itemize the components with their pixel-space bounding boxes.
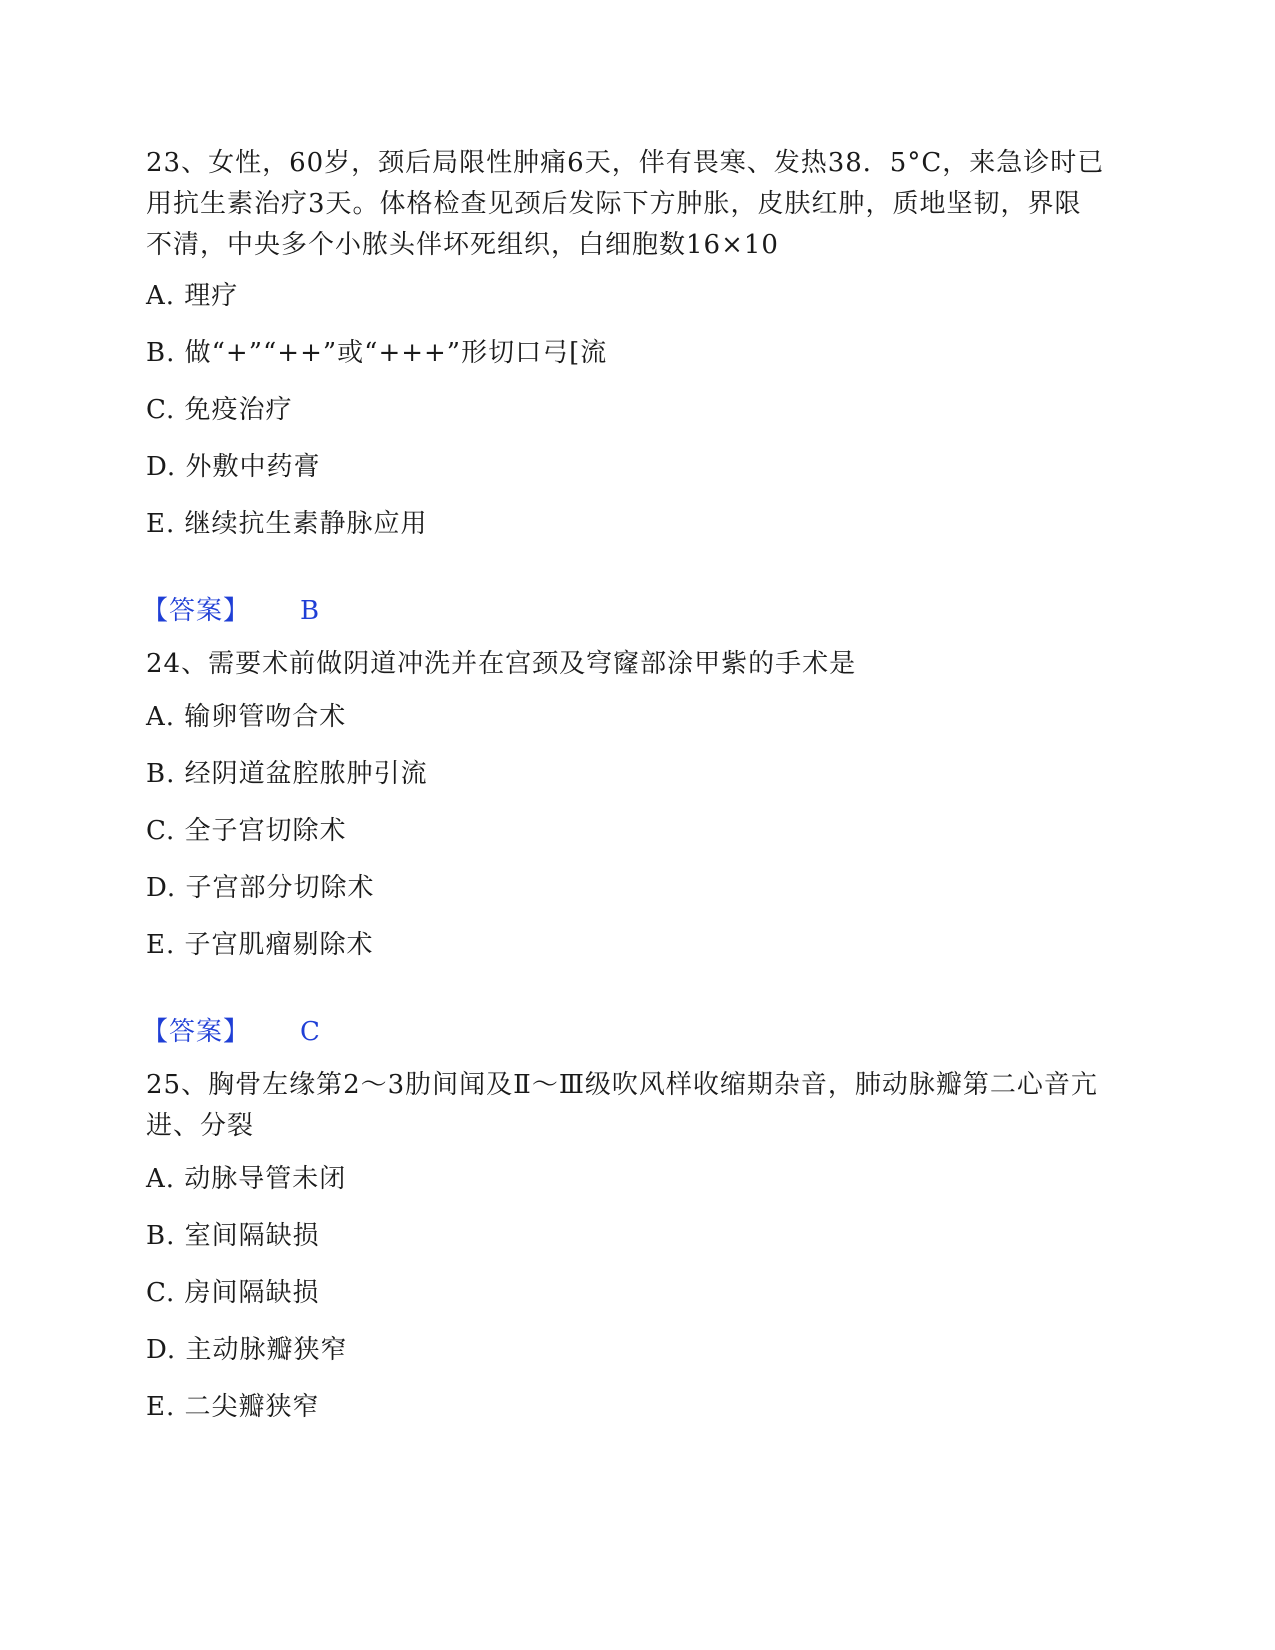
question-stem: 24、需要术前做阴道冲洗并在宫颈及穹窿部涂甲紫的手术是 bbox=[146, 649, 857, 679]
option-a: A. 动脉导管未闭 bbox=[146, 1164, 347, 1194]
option-d: D. 子宫部分切除术 bbox=[146, 873, 375, 903]
option-c: C. 免疫治疗 bbox=[146, 395, 293, 425]
answer-label: 【答案】 bbox=[142, 596, 251, 626]
answer-value: C bbox=[300, 1017, 321, 1047]
option-b: B. 做“+”“++”或“+++”形切口弓[流 bbox=[146, 338, 608, 368]
question-stem: 23、女性，60岁，颈后局限性肿痛6天，伴有畏寒、发热38．5°C，来急诊时已用抗生素治疗3天。体格检查见颈后发际下方肿胀，皮肤红肿，质地坚韧，界限不清，中央多个小脓头伴坏死组织，白细胞数16×10 bbox=[146, 148, 1105, 260]
option-e: E. 子宫肌瘤剔除术 bbox=[146, 930, 374, 960]
answer-value: B bbox=[300, 596, 321, 626]
question-25 bbox=[146, 1065, 1106, 1428]
option-b: B. 室间隔缺损 bbox=[146, 1221, 320, 1251]
answer-label: 【答案】 bbox=[142, 1017, 251, 1047]
answer-line bbox=[142, 591, 1106, 632]
option-b: B. 经阴道盆腔脓肿引流 bbox=[146, 759, 428, 789]
option-c: C. 全子宫切除术 bbox=[146, 816, 347, 846]
option-c: C. 房间隔缺损 bbox=[146, 1278, 320, 1308]
option-d: D. 主动脉瓣狭窄 bbox=[146, 1335, 348, 1365]
option-e: E. 二尖瓣狭窄 bbox=[146, 1392, 320, 1422]
question-stem: 25、胸骨左缘第2～3肋间闻及Ⅱ～Ⅲ级吹风样收缩期杂音，肺动脉瓣第二心音亢进、分裂 bbox=[146, 1070, 1098, 1141]
question-24 bbox=[142, 644, 1106, 1053]
option-a: A. 理疗 bbox=[146, 281, 239, 311]
option-a: A. 输卵管吻合术 bbox=[146, 702, 347, 732]
answer-line bbox=[142, 1012, 1106, 1053]
question-23 bbox=[142, 143, 1106, 632]
option-e: E. 继续抗生素静脉应用 bbox=[146, 509, 428, 539]
document-page bbox=[142, 143, 1106, 1444]
option-d: D. 外敷中药膏 bbox=[146, 452, 321, 482]
